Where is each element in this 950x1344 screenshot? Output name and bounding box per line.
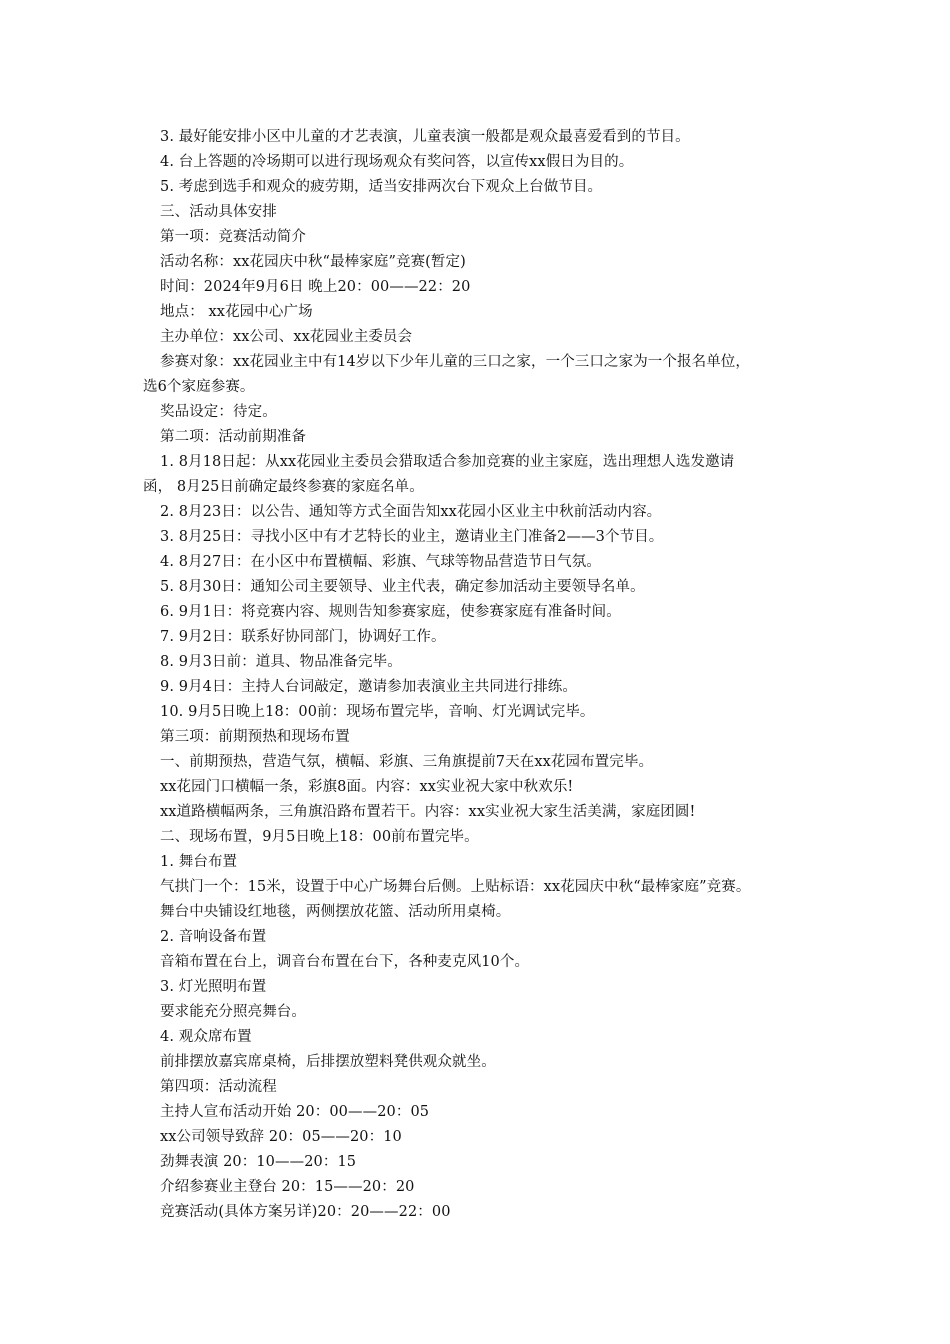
text-line: 二、现场布置，9月5日晚上18：00前布置完毕。 bbox=[160, 829, 479, 845]
text-line: 选6个家庭参赛。 bbox=[143, 379, 255, 395]
text-line: 前排摆放嘉宾席桌椅，后排摆放塑料凳供观众就坐。 bbox=[160, 1054, 496, 1070]
text-line: 时间：2024年9月6日 晚上20：00——22：20 bbox=[160, 279, 471, 295]
text-line: 5. 8月30日：通知公司主要领导、业主代表，确定参加活动主要领导名单。 bbox=[160, 579, 645, 595]
text-line: 第一项：竞赛活动简介 bbox=[160, 229, 306, 245]
text-line: 1. 8月18日起：从xx花园业主委员会猎取适合参加竞赛的业主家庭，选出理想人选发邀请 bbox=[160, 454, 735, 470]
document-body bbox=[143, 125, 815, 1225]
text-line: xx花园门口横幅一条，彩旗8面。内容：xx实业祝大家中秋欢乐! bbox=[160, 779, 574, 795]
text-line: xx道路横幅两条，三角旗沿路布置若干。内容：xx实业祝大家生活美满，家庭团圆! bbox=[160, 804, 696, 820]
text-line: 4. 台上答题的冷场期可以进行现场观众有奖问答，以宣传xx假日为目的。 bbox=[160, 154, 634, 170]
text-line: 9. 9月4日：主持人台词敲定，邀请参加表演业主共同进行排练。 bbox=[160, 679, 577, 695]
text-line: 奖品设定：待定。 bbox=[160, 404, 277, 420]
text-line: 5. 考虑到选手和观众的疲劳期，适当安排两次台下观众上台做节目。 bbox=[160, 179, 603, 195]
text-line: 竞赛活动(具体方案另详)20：20——22：00 bbox=[160, 1204, 451, 1220]
text-line: 地点： xx花园中心广场 bbox=[160, 304, 313, 320]
text-line: 主持人宣布活动开始 20：00——20：05 bbox=[160, 1104, 430, 1120]
text-line: 舞台中央铺设红地毯，两侧摆放花篮、活动所用桌椅。 bbox=[160, 904, 511, 920]
text-line: 8. 9月3日前：道具、物品准备完毕。 bbox=[160, 654, 402, 670]
text-line: 劲舞表演 20：10——20：15 bbox=[160, 1154, 357, 1170]
text-line: 主办单位：xx公司、xx花园业主委员会 bbox=[160, 329, 413, 345]
text-line: 介绍参赛业主登台 20：15——20：20 bbox=[160, 1179, 415, 1195]
text-line: 1. 舞台布置 bbox=[160, 854, 238, 870]
text-line: 函， 8月25日前确定最终参赛的家庭名单。 bbox=[143, 479, 424, 495]
text-line: 活动名称：xx花园庆中秋“最棒家庭”竞赛(暂定) bbox=[160, 254, 466, 270]
text-line: 音箱布置在台上，调音台布置在台下，各种麦克风10个。 bbox=[160, 954, 530, 970]
text-line: 第三项：前期预热和现场布置 bbox=[160, 729, 350, 745]
text-line: 三、活动具体安排 bbox=[160, 204, 277, 220]
text-line: 3. 8月25日：寻找小区中有才艺特长的业主，邀请业主门准备2——3个节目。 bbox=[160, 529, 664, 545]
text-line: 气拱门一个：15米，设置于中心广场舞台后侧。上贴标语：xx花园庆中秋“最棒家庭”竞赛。 bbox=[160, 879, 751, 895]
text-line: 要求能充分照亮舞台。 bbox=[160, 1004, 306, 1020]
text-line: 2. 8月23日：以公告、通知等方式全面告知xx花园小区业主中秋前活动内容。 bbox=[160, 504, 662, 520]
text-line: 2. 音响设备布置 bbox=[160, 929, 267, 945]
text-line: 10. 9月5日晚上18：00前：现场布置完毕，音响、灯光调试完毕。 bbox=[160, 704, 595, 720]
text-line: xx公司领导致辞 20：05——20：10 bbox=[160, 1129, 402, 1145]
text-line: 一、前期预热，营造气氛，横幅、彩旗、三角旗提前7天在xx花园布置完毕。 bbox=[160, 754, 654, 770]
text-line: 4. 8月27日：在小区中布置横幅、彩旗、气球等物品营造节日气氛。 bbox=[160, 554, 601, 570]
text-line: 参赛对象：xx花园业主中有14岁以下少年儿童的三口之家，一个三口之家为一个报名单位， bbox=[160, 354, 751, 370]
text-line: 第二项：活动前期准备 bbox=[160, 429, 306, 445]
text-line: 第四项：活动流程 bbox=[160, 1079, 277, 1095]
text-line: 7. 9月2日：联系好协同部门，协调好工作。 bbox=[160, 629, 446, 645]
text-line: 3. 灯光照明布置 bbox=[160, 979, 267, 995]
text-line: 6. 9月1日：将竞赛内容、规则告知参赛家庭，使参赛家庭有准备时间。 bbox=[160, 604, 621, 620]
text-line: 3. 最好能安排小区中儿童的才艺表演，儿童表演一般都是观众最喜爱看到的节目。 bbox=[160, 129, 690, 145]
text-line: 4. 观众席布置 bbox=[160, 1029, 252, 1045]
